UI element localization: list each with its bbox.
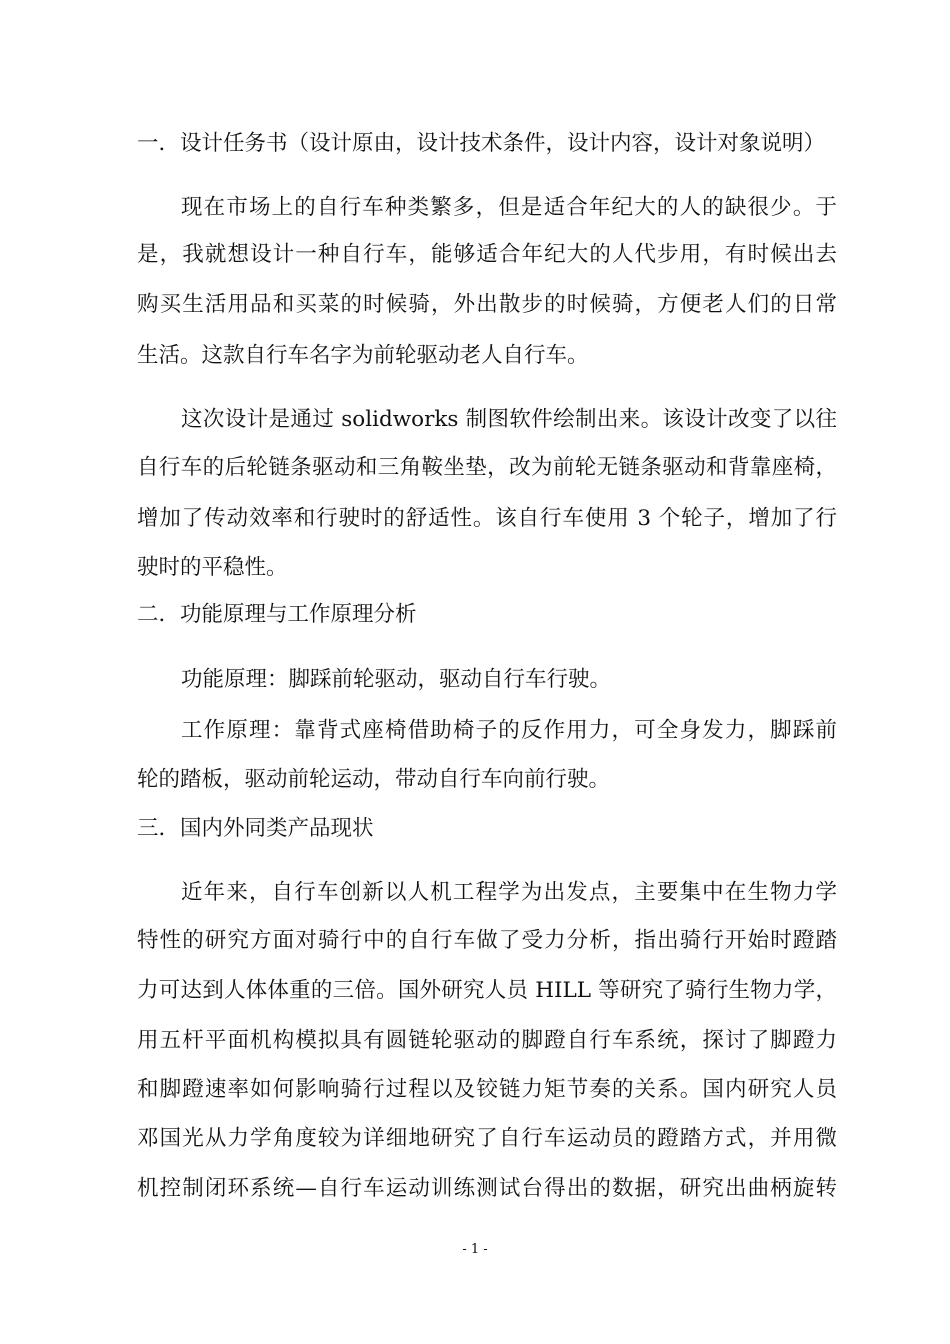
paragraph-line: 这次设计是通过 solidworks 制图软件绘制出来。该设计改变了以往	[181, 407, 837, 432]
paragraph-line: 驶时的平稳性。	[137, 555, 288, 580]
paragraph-line: 近年来，自行车创新以人机工程学为出发点，主要集中在生物力学	[181, 880, 837, 905]
paragraph-line: 邓国光从力学角度较为详细地研究了自行车运动员的蹬踏方式，并用微	[137, 1126, 837, 1151]
paragraph-line: 功能原理：脚踩前轮驱动，驱动自行车行驶。	[181, 667, 612, 692]
paragraph-line: 用五杆平面机构模拟具有圆链轮驱动的脚蹬自行车系统，探讨了脚蹬力	[137, 1028, 837, 1053]
paragraph-line: 力可达到人体体重的三倍。国外研究人员 HILL 等研究了骑行生物力学，	[137, 978, 837, 1003]
section-heading-1: 一．设计任务书（设计原由，设计技术条件，设计内容，设计对象说明）	[137, 131, 826, 156]
paragraph-line: 生活。这款自行车名字为前轮驱动老人自行车。	[137, 343, 589, 368]
paragraph-line: 和脚蹬速率如何影响骑行过程以及铰链力矩节奏的关系。国内研究人员	[137, 1077, 837, 1102]
section-heading-3: 三．国内外同类产品现状	[137, 816, 374, 841]
paragraph-line: 增加了传动效率和行驶时的舒适性。该自行车使用 3 个轮子，增加了行	[137, 506, 837, 531]
page-number: - 1 -	[462, 1242, 488, 1257]
paragraph-line: 机控制闭环系统—自行车运动训练测试台得出的数据，研究出曲柄旋转	[137, 1176, 837, 1201]
paragraph-line: 自行车的后轮链条驱动和三角鞍坐垫，改为前轮无链条驱动和背靠座椅，	[137, 455, 837, 480]
paragraph-line: 是，我就想设计一种自行车，能够适合年纪大的人代步用，有时候出去	[137, 242, 837, 267]
paragraph-line: 工作原理：靠背式座椅借助椅子的反作用力，可全身发力，脚踩前	[181, 718, 837, 743]
paragraph-line: 特性的研究方面对骑行中的自行车做了受力分析，指出骑行开始时蹬踏	[137, 928, 837, 953]
paragraph-line: 轮的踏板，驱动前轮运动，带动自行车向前行驶。	[137, 767, 611, 792]
paragraph-line: 购买生活用品和买菜的时候骑，外出散步的时候骑，方便老人们的日常	[137, 292, 837, 317]
section-heading-2: 二．功能原理与工作原理分析	[137, 602, 417, 627]
paragraph-line: 现在市场上的自行车种类繁多，但是适合年纪大的人的缺很少。于	[181, 195, 837, 220]
